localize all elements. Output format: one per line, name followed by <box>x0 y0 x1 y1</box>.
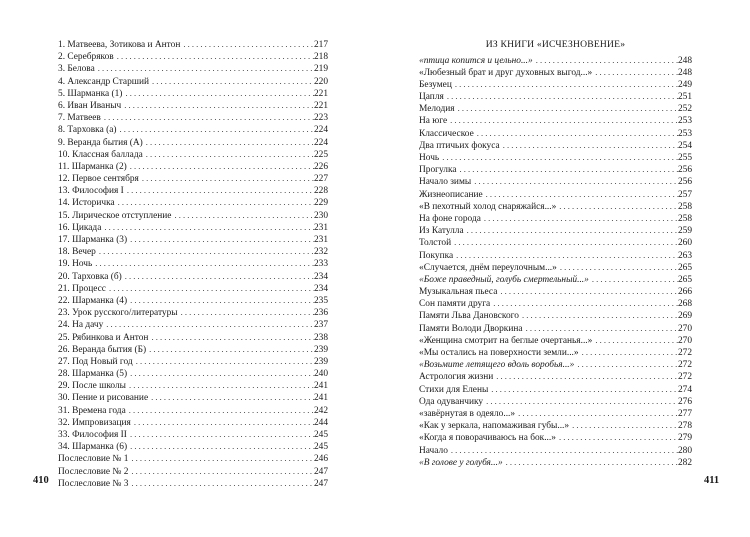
toc-dot-leader <box>126 379 314 391</box>
toc-entry-title: 29. После школы <box>58 381 126 392</box>
toc-entry <box>58 123 328 135</box>
toc-entry-page: 258 <box>677 213 692 224</box>
toc-entry-title: 28. Шарманка (5) <box>58 369 128 380</box>
toc-dot-leader <box>115 196 314 208</box>
toc-dot-leader <box>116 123 313 135</box>
toc-entry <box>58 379 328 391</box>
toc-entry-page: 247 <box>313 466 328 477</box>
toc-entry <box>419 431 692 443</box>
toc-dot-leader <box>131 416 314 428</box>
toc-entry-page: 223 <box>313 113 328 124</box>
toc-dot-leader <box>592 66 678 78</box>
toc-dot-leader <box>121 99 314 111</box>
toc-entry-title: 16. Цикада <box>58 222 102 233</box>
toc-entry-title: 24. На дачу <box>58 320 104 331</box>
toc-dot-leader <box>455 102 678 114</box>
toc-dot-leader <box>127 367 314 379</box>
toc-entry <box>419 249 692 261</box>
toc-entry-title: «Случается, днём переулочным...» <box>419 262 557 273</box>
toc-entry <box>58 477 328 489</box>
toc-entry <box>58 331 328 343</box>
toc-dot-leader <box>533 54 678 66</box>
toc-entry-title: Ночь <box>419 153 440 163</box>
toc-entry-title: 12. Первое сентября <box>58 174 139 185</box>
toc-entry-page: 270 <box>677 323 692 334</box>
toc-entry-page: 268 <box>677 299 692 310</box>
toc-entry-page: 239 <box>313 344 328 355</box>
toc-dot-leader <box>101 221 314 233</box>
toc-dot-leader <box>451 236 678 248</box>
toc-entry <box>419 297 692 309</box>
toc-dot-leader <box>556 200 678 212</box>
toc-entry <box>58 136 328 148</box>
toc-dot-leader <box>483 188 678 200</box>
toc-entry-page: 226 <box>313 161 328 172</box>
toc-entry-title: 25. Рябинкова и Антон <box>58 332 149 343</box>
toc-entry-title: Прогулка <box>419 165 457 176</box>
toc-entry-page: 232 <box>313 247 328 258</box>
toc-dot-leader <box>557 261 678 273</box>
toc-dot-leader <box>143 148 314 160</box>
toc-entry-page: 217 <box>313 40 328 50</box>
toc-dot-leader <box>497 285 678 297</box>
toc-entry-page: 277 <box>677 408 692 419</box>
toc-entry-title: Толстой <box>419 238 452 249</box>
toc-dot-leader <box>122 87 314 99</box>
toc-entry-title: Послесловие № 3 <box>58 478 129 489</box>
toc-dot-leader <box>444 90 678 102</box>
toc-entry-title: 21. Процесс <box>58 283 106 294</box>
toc-entry-title: 17. Шарманка (3) <box>58 235 128 245</box>
toc-entry-page: 218 <box>313 52 328 63</box>
toc-entry-title: 13. Философия I <box>58 186 124 197</box>
toc-dot-leader <box>452 78 678 90</box>
toc-dot-leader <box>493 370 678 382</box>
toc-entry-page: 272 <box>677 348 692 358</box>
toc-dot-leader <box>149 75 314 87</box>
toc-dot-leader <box>127 428 314 440</box>
toc-dot-leader <box>95 62 314 74</box>
toc-entry <box>419 383 692 395</box>
toc-entry-page: 259 <box>677 226 692 237</box>
toc-entry <box>58 160 328 172</box>
toc-entry-title: Безумец <box>419 79 452 90</box>
toc-entry <box>419 334 692 346</box>
toc-entry-page: 238 <box>313 332 328 343</box>
toc-dot-leader <box>128 477 314 489</box>
toc-entry <box>58 184 328 196</box>
toc-dot-leader <box>146 343 314 355</box>
toc-entry <box>58 87 328 99</box>
toc-entry-title: «Женщина смотрит на беглые очертанья...» <box>419 335 593 346</box>
toc-entry-page: 257 <box>677 189 692 200</box>
toc-dot-leader <box>474 127 678 139</box>
toc-entry-page: 245 <box>313 430 328 440</box>
toc-dot-leader <box>178 306 314 318</box>
toc-entry <box>58 75 328 87</box>
toc-entry-page: 240 <box>313 369 328 380</box>
toc-dot-leader <box>127 440 314 452</box>
toc-entry <box>58 270 328 282</box>
toc-dot-leader <box>447 114 678 126</box>
toc-entry <box>58 294 328 306</box>
toc-dot-leader <box>128 452 314 464</box>
toc-entry-title: 19. Ночь <box>58 259 93 270</box>
toc-entry-title: Памяти Володи Дворкина <box>419 323 523 334</box>
toc-entry-page: 246 <box>313 454 328 465</box>
toc-dot-leader <box>464 224 678 236</box>
toc-entry <box>58 416 328 428</box>
toc-dot-leader <box>128 465 314 477</box>
toc-entry-title: «Боже праведный, голубь смертельный...» <box>419 274 589 285</box>
toc-entry-title: Ода одуванчику <box>419 396 484 407</box>
toc-entry-title: 7. Матвеев <box>58 113 101 124</box>
toc-entry-page: 239 <box>313 356 328 367</box>
toc-entry-title: На юге <box>419 116 448 127</box>
toc-entry-title: Послесловие № 1 <box>58 454 129 465</box>
toc-entry-page: 254 <box>677 140 692 151</box>
toc-entry-title: 15. Лирическое отступление <box>58 210 172 221</box>
toc-entry-title: Из Катулла <box>419 226 464 237</box>
toc-entry-page: 278 <box>677 421 692 432</box>
toc-entry <box>58 62 328 74</box>
page-number-left: 410 <box>33 475 49 486</box>
toc-entry-title: «Мы остались на поверхности земли...» <box>419 348 579 358</box>
toc-entry-title: «Возьмите летящего вдоль воробья...» <box>419 360 575 371</box>
toc-entry <box>58 209 328 221</box>
toc-entry <box>419 444 692 456</box>
toc-entry-title: На фоне города <box>419 213 481 224</box>
toc-dot-leader <box>574 358 678 370</box>
toc-entry <box>58 465 328 477</box>
toc-entry <box>419 102 692 114</box>
toc-entry <box>58 221 328 233</box>
toc-entry-title: Два птичьих фокуса <box>419 140 500 151</box>
toc-entry-page: 228 <box>313 186 328 197</box>
toc-entry-title: «В голове у голубя...» <box>419 457 503 468</box>
toc-entry <box>419 358 692 370</box>
toc-dot-leader <box>114 50 314 62</box>
toc-entry-page: 233 <box>313 259 328 270</box>
toc-dot-leader <box>592 334 678 346</box>
toc-entry-title: 3. Белова <box>58 64 95 75</box>
toc-entry-page: 272 <box>677 360 692 371</box>
toc-entry-title: 32. Импровизация <box>58 417 131 428</box>
right-toc-list <box>419 38 692 468</box>
toc-entry-title: 34. Шарманка (6) <box>58 442 128 453</box>
toc-entry-page: 252 <box>677 104 692 115</box>
toc-entry-page: 251 <box>677 92 692 103</box>
toc-entry <box>58 440 328 452</box>
toc-entry <box>419 151 692 163</box>
toc-dot-leader <box>439 151 678 163</box>
toc-dot-leader <box>488 383 678 395</box>
toc-entry-title: 10. Классная баллада <box>58 149 143 160</box>
toc-dot-leader <box>127 160 314 172</box>
toc-entry-page: 227 <box>313 174 328 185</box>
toc-entry <box>58 282 328 294</box>
toc-entry <box>58 367 328 379</box>
toc-dot-leader <box>127 294 314 306</box>
toc-dot-leader <box>569 419 678 431</box>
toc-entry <box>419 309 692 321</box>
toc-entry-page: 272 <box>677 372 692 383</box>
toc-entry <box>58 111 328 123</box>
toc-dot-leader <box>139 172 314 184</box>
toc-dot-leader <box>96 245 314 257</box>
toc-entry-title: 11. Шарманка (2) <box>58 161 127 172</box>
toc-entry <box>419 395 692 407</box>
toc-entry-page: 260 <box>677 238 692 249</box>
toc-entry-page: 253 <box>677 116 692 127</box>
toc-entry-page: 266 <box>677 287 692 298</box>
toc-entry <box>58 318 328 330</box>
toc-entry-page: 234 <box>313 271 328 282</box>
toc-entry-title: 30. Пение и рисование <box>58 393 149 404</box>
toc-entry-page: 256 <box>677 177 692 188</box>
toc-entry-title: «Когда я поворачиваюсь на бок...» <box>419 433 556 444</box>
toc-entry-page: 279 <box>677 433 692 444</box>
toc-entry <box>419 285 692 297</box>
toc-entry-title: «завёрнутая в одеяло...» <box>419 408 516 419</box>
toc-entry-title: 22. Шарманка (4) <box>58 295 128 306</box>
toc-dot-leader <box>106 282 314 294</box>
toc-entry <box>419 90 692 102</box>
toc-entry-title: 23. Урок русского/литературы <box>58 308 178 319</box>
toc-entry <box>419 224 692 236</box>
toc-entry <box>419 54 692 66</box>
toc-entry-page: 253 <box>677 128 692 139</box>
toc-dot-leader <box>481 212 678 224</box>
toc-entry <box>419 127 692 139</box>
toc-entry-page: 248 <box>677 67 692 78</box>
toc-entry-title: 1. Матвеева, Зотикова и Антон <box>58 40 181 50</box>
toc-entry-title: 8. Тарховка (а) <box>58 125 117 136</box>
toc-entry-page: 269 <box>677 311 692 322</box>
toc-entry-title: Начало <box>419 445 448 456</box>
toc-entry-page: 276 <box>677 396 692 407</box>
toc-dot-leader <box>127 233 314 245</box>
toc-entry-title: Музыкальная пьеса <box>419 287 498 298</box>
toc-entry-page: 274 <box>677 384 692 395</box>
toc-entry-page: 219 <box>313 64 328 75</box>
toc-dot-leader <box>453 249 678 261</box>
toc-entry-title: Цапля <box>419 92 444 103</box>
toc-entry-page: 265 <box>677 274 692 285</box>
toc-entry <box>419 261 692 273</box>
toc-entry-page: 280 <box>677 445 692 456</box>
toc-entry-page: 255 <box>677 153 692 163</box>
toc-entry-page: 221 <box>313 100 328 111</box>
toc-entry <box>419 188 692 200</box>
toc-entry-page: 235 <box>313 295 328 306</box>
toc-entry <box>58 99 328 111</box>
toc-entry-page: 249 <box>677 79 692 90</box>
toc-entry-page: 224 <box>313 125 328 136</box>
toc-entry-title: Астрология жизни <box>419 372 494 383</box>
toc-entry <box>419 212 692 224</box>
toc-entry-page: 244 <box>313 417 328 428</box>
toc-entry-title: 26. Веранда бытия (Б) <box>58 344 147 355</box>
toc-entry <box>419 407 692 419</box>
toc-entry-page: 248 <box>677 55 692 66</box>
toc-entry-page: 237 <box>313 320 328 331</box>
toc-entry <box>419 200 692 212</box>
toc-dot-leader <box>490 297 678 309</box>
toc-entry-page: 265 <box>677 262 692 273</box>
toc-dot-leader <box>180 38 314 50</box>
toc-entry-page: 258 <box>677 201 692 212</box>
toc-entry <box>419 175 692 187</box>
toc-entry-title: Мелодия <box>419 104 455 115</box>
toc-entry <box>58 306 328 318</box>
toc-entry <box>419 78 692 90</box>
toc-entry-title: 4. Александр Старший <box>58 76 150 87</box>
toc-entry <box>58 38 328 50</box>
toc-entry-page: 282 <box>677 457 692 468</box>
toc-entry-page: 263 <box>677 250 692 261</box>
toc-entry-page: 241 <box>313 381 328 392</box>
toc-entry <box>419 370 692 382</box>
toc-dot-leader <box>148 391 314 403</box>
toc-entry <box>58 233 328 245</box>
toc-entry-title: 33. Философия II <box>58 430 127 440</box>
toc-dot-leader <box>171 209 313 221</box>
toc-dot-leader <box>500 139 678 151</box>
toc-dot-leader <box>589 273 678 285</box>
section-heading: ИЗ КНИГИ «ИСЧЕЗНОВЕНИЕ» <box>485 39 626 50</box>
toc-entry <box>58 404 328 416</box>
toc-dot-leader <box>133 355 314 367</box>
toc-entry <box>419 139 692 151</box>
toc-entry <box>58 257 328 269</box>
toc-entry-title: 2. Серебряков <box>58 52 114 63</box>
page-number-right: 411 <box>704 475 720 486</box>
toc-entry <box>58 391 328 403</box>
toc-entry-page: 234 <box>313 283 328 294</box>
toc-entry-title: Начало зимы <box>419 177 472 188</box>
toc-entry-title: 27. Под Новый год <box>58 356 133 367</box>
toc-entry <box>58 343 328 355</box>
toc-entry-page: 229 <box>313 198 328 209</box>
toc-entry-title: «птица копится и цельно...» <box>419 55 533 66</box>
toc-entry-title: «Как у зеркала, напомаживая губы...» <box>419 421 570 432</box>
toc-entry <box>419 163 692 175</box>
toc-dot-leader <box>483 395 678 407</box>
toc-dot-leader <box>515 407 678 419</box>
toc-entry <box>58 172 328 184</box>
toc-entry-title: 20. Тарховка (б) <box>58 271 122 282</box>
toc-entry-title: Сон памяти друга <box>419 299 491 310</box>
toc-dot-leader <box>124 184 314 196</box>
toc-entry <box>58 428 328 440</box>
toc-entry-title: Памяти Льва Дановского <box>419 311 519 322</box>
toc-entry-title: «Любезный брат и друг духовных выгод...» <box>419 67 593 78</box>
toc-entry-page: 220 <box>313 76 328 87</box>
toc-entry-page: 231 <box>313 222 328 233</box>
toc-dot-leader <box>519 309 678 321</box>
toc-entry-page: 236 <box>313 308 328 319</box>
toc-dot-leader <box>523 322 678 334</box>
toc-entry-page: 242 <box>313 405 328 416</box>
toc-entry-title: 31. Времена года <box>58 405 126 416</box>
toc-entry-title: Классическое <box>419 128 474 139</box>
toc-dot-leader <box>126 404 314 416</box>
toc-entry-title: 5. Шарманка (1) <box>58 88 123 99</box>
right-page <box>375 0 750 537</box>
toc-entry <box>58 148 328 160</box>
toc-dot-leader <box>143 136 314 148</box>
toc-entry <box>419 456 692 468</box>
toc-entry <box>58 245 328 257</box>
toc-dot-leader <box>101 111 314 123</box>
toc-dot-leader <box>122 270 314 282</box>
toc-entry <box>419 236 692 248</box>
toc-entry-title: «В пехотный холод снаряжайся...» <box>419 201 557 212</box>
toc-dot-leader <box>448 444 678 456</box>
toc-dot-leader <box>103 318 314 330</box>
toc-dot-leader <box>556 431 678 443</box>
toc-entry-page: 224 <box>313 137 328 148</box>
toc-entry-page: 221 <box>313 88 328 99</box>
toc-entry-title: 9. Веранда бытия (А) <box>58 137 143 148</box>
toc-entry-page: 231 <box>313 235 328 245</box>
toc-dot-leader <box>579 346 678 358</box>
toc-entry <box>419 419 692 431</box>
toc-entry-page: 241 <box>313 393 328 404</box>
toc-dot-leader <box>457 163 678 175</box>
toc-entry-title: Покупка <box>419 250 454 261</box>
toc-entry-title: 18. Вечер <box>58 247 96 258</box>
toc-entry <box>58 196 328 208</box>
toc-entry <box>419 66 692 78</box>
toc-entry <box>58 355 328 367</box>
toc-entry-title: Послесловие № 2 <box>58 466 129 477</box>
left-toc-list <box>58 38 328 489</box>
toc-dot-leader <box>503 456 678 468</box>
toc-entry-page: 230 <box>313 210 328 221</box>
toc-entry-page: 225 <box>313 149 328 160</box>
toc-dot-leader <box>92 257 314 269</box>
toc-entry <box>58 50 328 62</box>
toc-entry-title: Жизнеописание <box>419 189 483 200</box>
toc-dot-leader <box>471 175 678 187</box>
toc-entry-title: Стихи для Елены <box>419 384 489 395</box>
toc-entry <box>419 273 692 285</box>
toc-entry-page: 270 <box>677 335 692 346</box>
toc-entry-page: 245 <box>313 442 328 453</box>
toc-entry-title: 6. Иван Иваныч <box>58 100 122 111</box>
toc-entry <box>419 346 692 358</box>
toc-entry <box>419 322 692 334</box>
toc-entry <box>58 452 328 464</box>
toc-entry-title: 14. Историчка <box>58 198 115 209</box>
toc-entry-page: 256 <box>677 165 692 176</box>
toc-dot-leader <box>148 331 314 343</box>
toc-entry-page: 247 <box>313 478 328 489</box>
toc-entry <box>419 114 692 126</box>
